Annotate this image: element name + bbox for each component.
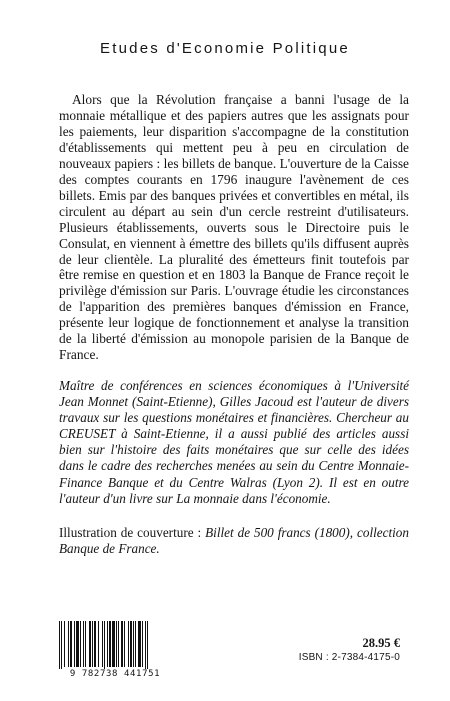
author-bio: Maître de conférences en sciences économiques à l'Université Jean Monnet (Saint-Etienne), Gilles Jacoud est l'auteur de divers travaux sur les questions monétaires et financières. Chercheur au CREUSET à Saint-Etienne, il a aussi publié des articles aussi bien sur l'histoire des faits monétaires que sur celle des idées dans le cadre des recherches menées au sein du Centre Monnaie-Finance Banque et du Centre Walras (Lyon 2). Il est en outre l'auteur d'un livre sur La monnaie dans l'économie. <box>59 378 409 506</box>
illustration-credit <box>59 525 409 557</box>
barcode-bars-icon <box>55 621 175 671</box>
price: 28.95 € <box>362 636 400 650</box>
series-title: Etudes d'Economie Politique <box>100 40 350 57</box>
barcode-digits: 9 782738 441751 <box>55 669 175 680</box>
illustration-label: Illustration de couverture : <box>59 525 206 540</box>
illustration-caption: Billet de 500 francs (1800), collection Banque de France. <box>59 525 409 557</box>
summary-paragraph: Alors que la Révolution française a banni l'usage de la monnaie métallique et des papiers autres que les assignats pour les paiements, leur disparition s'accompagne de la constitution d'établissements qui mettent peu à peu en circulation de nouveaux papiers : les billets de banque. L'ouverture de la Caisse des comptes courants en 1796 inaugure l'avènement de ces billets. Emis par des banques privées et convertibles en métal, ils circulent au départ au sein d'un cercle restreint d'utilisateurs. Plusieurs établissements, ouverts sous le Directoire puis le Consulat, en viennent à émettre des billets qu'ils diffusent auprès de leur clientèle. La pluralité des émetteurs finit toutefois par être remise en question et en 1803 la Banque de France reçoit le privilège d'émission sur Paris. L'ouvrage étudie les circonstances de l'apparition des premières banques d'émission en France, présente leur logique de fonctionnement et analyse la transition de la liberté d'émission au monopole parisien de la Banque de France. <box>59 92 409 363</box>
isbn-number: ISBN : 2-7384-4175-0 <box>298 652 400 663</box>
barcode <box>55 621 175 679</box>
